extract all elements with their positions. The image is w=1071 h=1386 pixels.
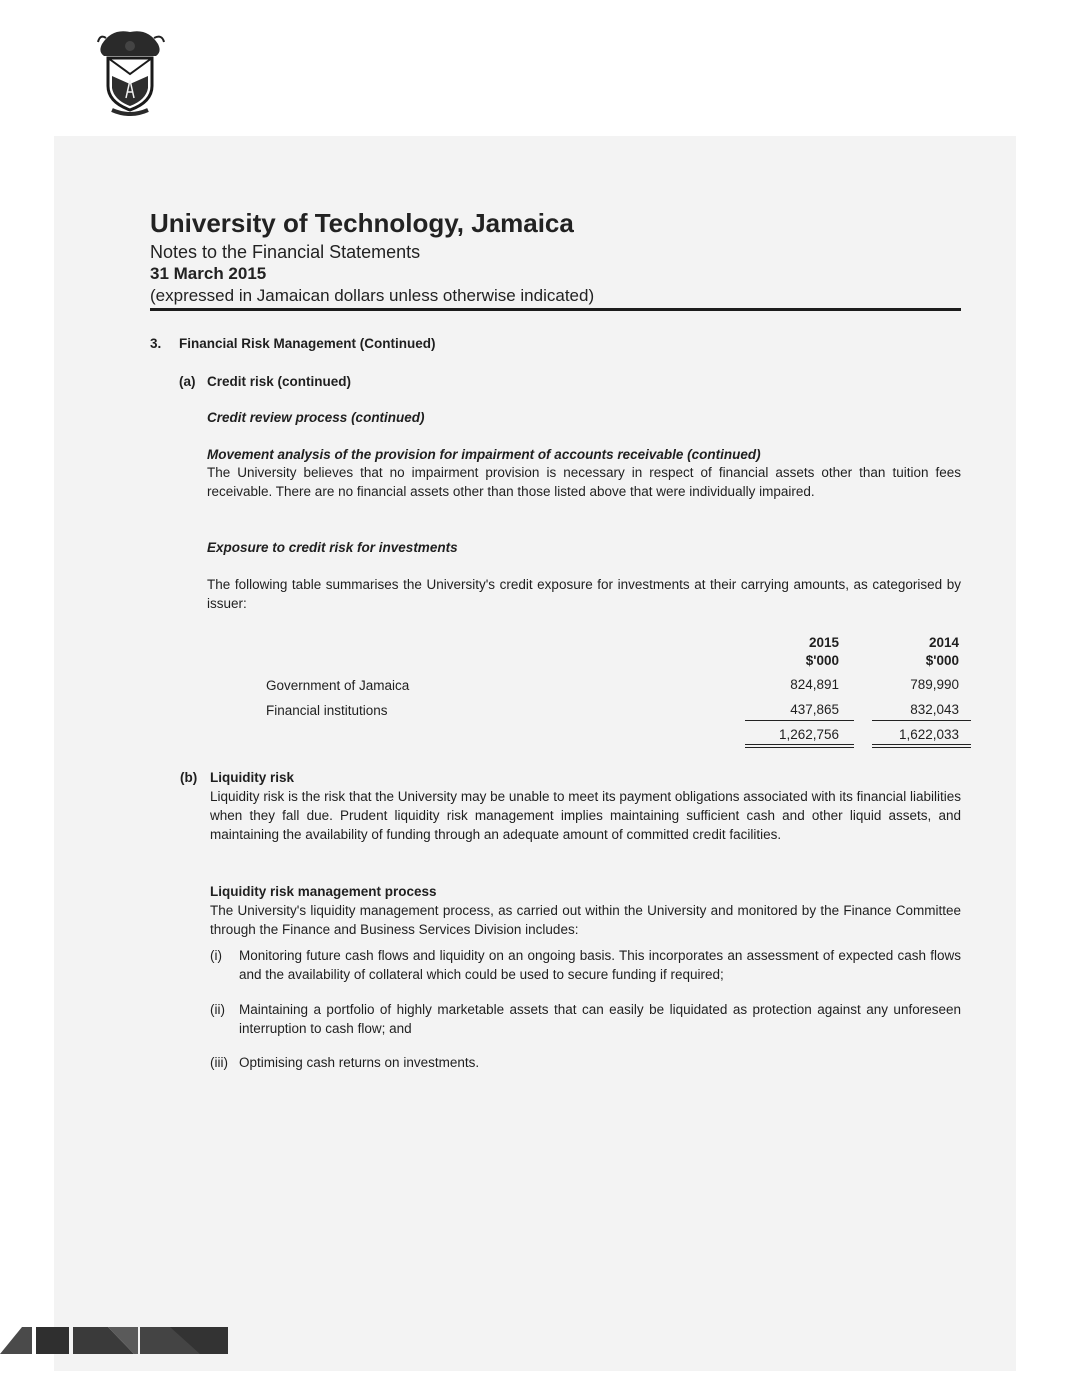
list-marker: (i) [210, 948, 222, 963]
column-header-unit: $'000 [925, 653, 959, 668]
table-total: 1,622,033 [898, 727, 959, 742]
table-row-label: Financial institutions [266, 703, 388, 718]
section-number: 3. [150, 336, 162, 351]
page-background [54, 136, 1016, 1371]
footer-decoration [0, 1327, 230, 1354]
column-header-year: 2014 [928, 635, 959, 650]
list-item: Optimising cash returns on investments. [239, 1055, 480, 1070]
subtotal-rule [872, 720, 971, 721]
total-double-rule [745, 744, 854, 745]
liquidity-risk-text: Liquidity risk is the risk that the University may be unable to meet its payment obligations associated with its financial liabilities when they fall due. Prudent liquidity risk management implies maintaining sufficient cash and other liquid assets, and maintaining the availability of funding through an adequate amount of committed credit facilities. [210, 789, 961, 842]
document-subtitle: Notes to the Financial Statements [150, 242, 421, 262]
credit-risk-title: Credit risk (continued) [207, 374, 352, 389]
currency-note: (expressed in Jamaican dollars unless otherwise indicated) [150, 286, 595, 305]
liquidity-process-heading: Liquidity risk management process [210, 884, 437, 899]
university-crest-logo [92, 24, 168, 116]
column-header-year: 2015 [808, 635, 839, 650]
liquidity-risk-title: Liquidity risk [210, 770, 295, 785]
list-item: Monitoring future cash flows and liquidity on an ongoing basis. This incorporates an assessment of expected cash flows and the availability of collateral which could be used to secure funding if required; [239, 948, 961, 982]
table-total: 1,262,756 [778, 727, 839, 742]
movement-analysis-text: The University believes that no impairment provision is necessary in respect of financial assets other than tuition fees receivable. There are no financial assets other than those listed above that were individually impaired. [207, 465, 961, 499]
section-title: Financial Risk Management (Continued) [179, 336, 436, 351]
table-cell: 789,990 [910, 677, 959, 692]
column-header-unit: $'000 [805, 653, 839, 668]
total-double-rule [872, 744, 971, 745]
document-title: University of Technology, Jamaica [150, 208, 574, 238]
exposure-text: The following table summarises the University's credit exposure for investments at their carrying amounts, as categorised by issuer: [207, 577, 961, 611]
table-cell: 824,891 [790, 677, 839, 692]
list-marker: (ii) [210, 1002, 225, 1017]
credit-review-heading: Credit review process (continued) [207, 410, 425, 425]
total-double-rule [872, 747, 971, 748]
credit-risk-label: (a) [179, 374, 196, 389]
liquidity-risk-label: (b) [180, 770, 198, 785]
liquidity-process-text: The University's liquidity management process, as carried out within the University and monitored by the Finance Committee through the Finance and Business Services Division includes: [210, 903, 961, 937]
list-marker: (iii) [210, 1055, 228, 1070]
exposure-heading: Exposure to credit risk for investments [207, 540, 458, 555]
movement-analysis-heading: Movement analysis of the provision for impairment of accounts receivable (continued) [207, 447, 761, 462]
table-row-label: Government of Jamaica [266, 678, 410, 693]
subtotal-rule [745, 720, 854, 721]
document-date: 31 March 2015 [150, 264, 267, 283]
header-divider [150, 308, 961, 311]
table-cell: 832,043 [910, 702, 959, 717]
list-item: Maintaining a portfolio of highly marketable assets that can easily be liquidated as protection against any unforeseen interruption to cash flow; and [239, 1002, 961, 1036]
table-cell: 437,865 [790, 702, 839, 717]
total-double-rule [745, 747, 854, 748]
